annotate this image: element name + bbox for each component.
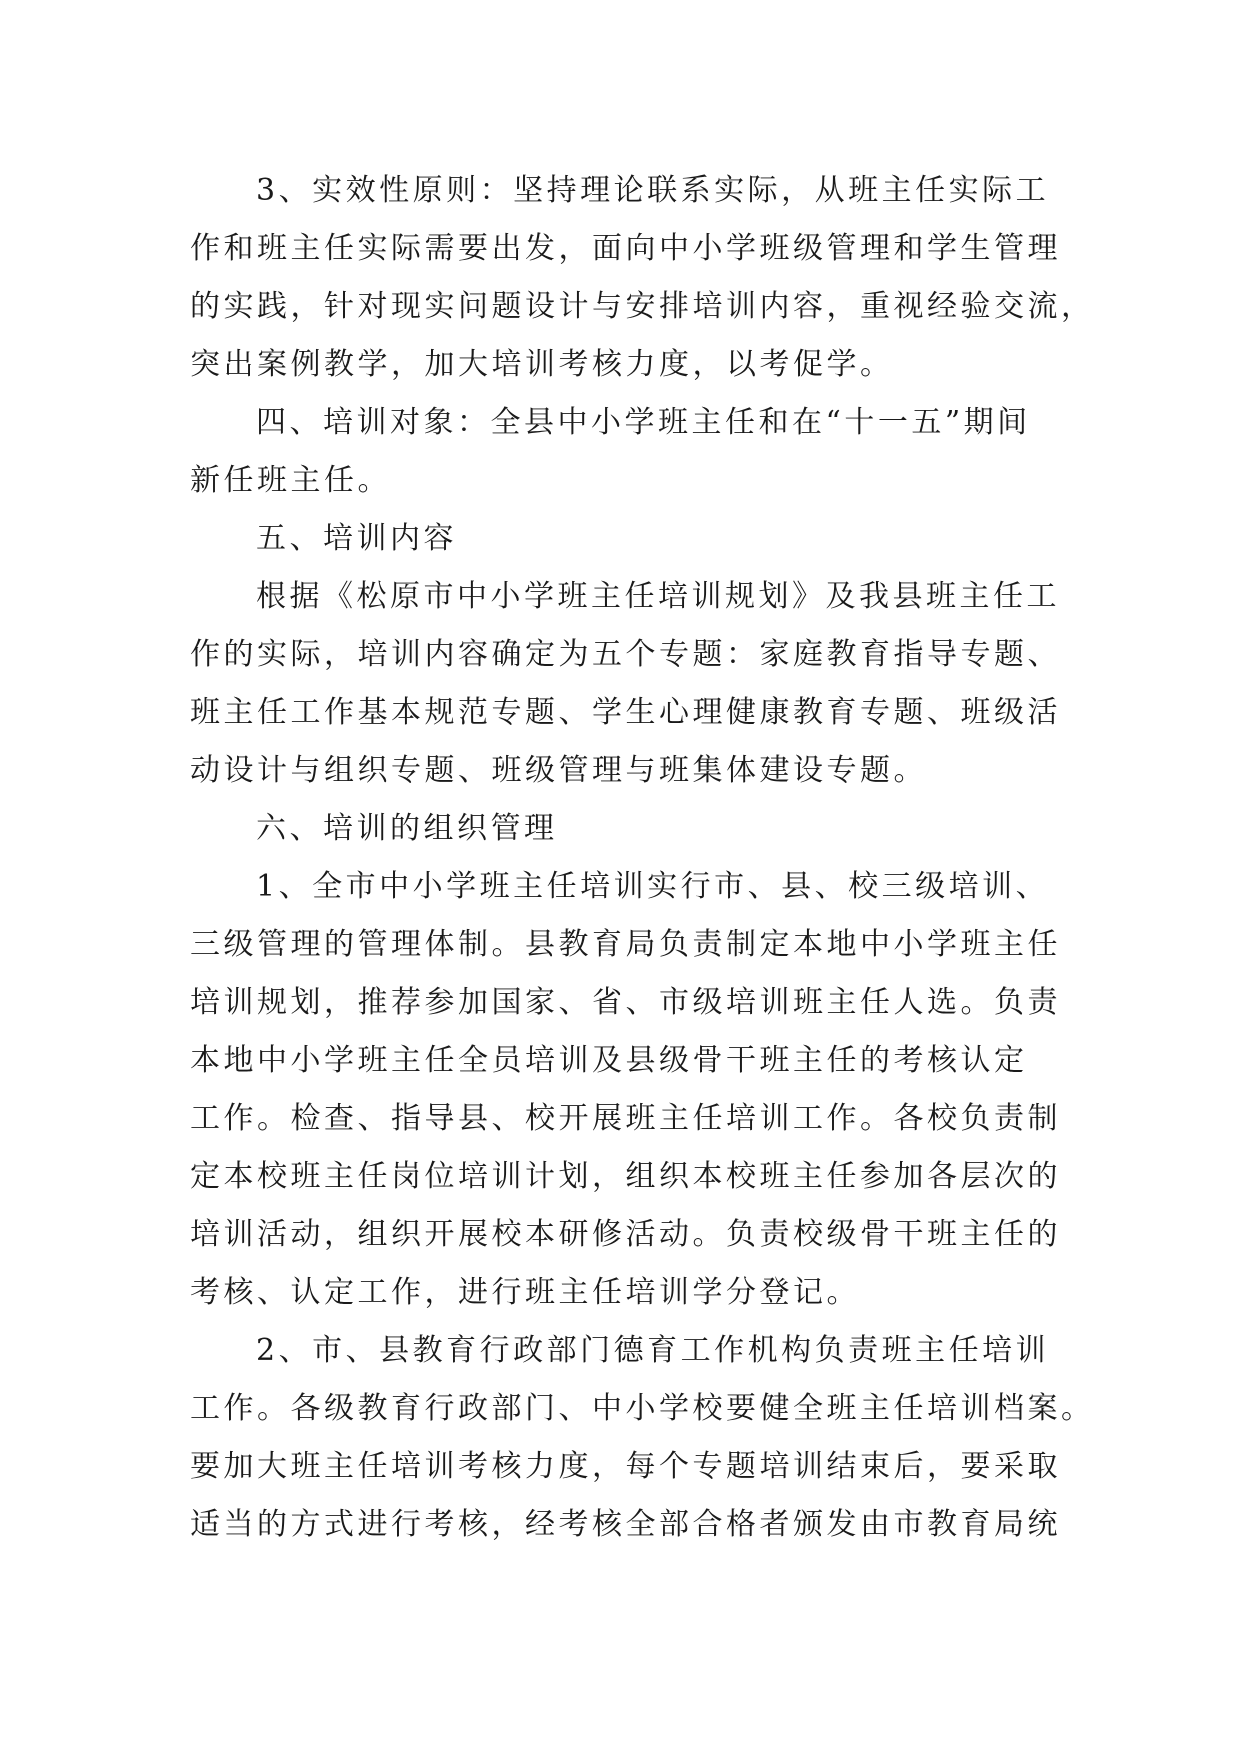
- text-line: 三级管理的管理体制。县教育局负责制定本地中小学班主任: [190, 927, 1061, 962]
- text-line: 四、培训对象：全县中小学班主任和在“十一五”期间: [256, 405, 1031, 440]
- text-line: 根据《松原市中小学班主任培训规划》及我县班主任工: [256, 579, 1060, 614]
- document-body: [190, 162, 1095, 1554]
- text-line: 培训规划，推荐参加国家、省、市级培训班主任人选。负责: [190, 985, 1061, 1020]
- text-line: 六、培训的组织管理: [256, 811, 558, 846]
- text-line: 动设计与组织专题、班级管理与班集体建设专题。: [190, 753, 927, 788]
- text-line: 五、培训内容: [256, 521, 457, 556]
- text-line: 新任班主任。: [190, 463, 391, 498]
- text-line: 考核、认定工作，进行班主任培训学分登记。: [190, 1275, 860, 1310]
- text-line: 的实践，针对现实问题设计与安排培训内容，重视经验交流，: [190, 289, 1095, 324]
- text-line: 定本校班主任岗位培训计划，组织本校班主任参加各层次的: [190, 1159, 1061, 1194]
- text-line: 作的实际，培训内容确定为五个专题：家庭教育指导专题、: [190, 637, 1061, 672]
- text-line: 适当的方式进行考核，经考核全部合格者颁发由市教育局统: [190, 1507, 1061, 1542]
- text-line: 2、市、县教育行政部门德育工作机构负责班主任培训: [256, 1333, 1050, 1368]
- text-line: 要加大班主任培训考核力度，每个专题培训结束后，要采取: [190, 1449, 1061, 1484]
- text-line: 班主任工作基本规范专题、学生心理健康教育专题、班级活: [190, 695, 1061, 730]
- text-line: 工作。各级教育行政部门、中小学校要健全班主任培训档案。: [190, 1391, 1095, 1426]
- text-line: 3、实效性原则：坚持理论联系实际，从班主任实际工: [256, 173, 1050, 208]
- text-line: 突出案例教学，加大培训考核力度，以考促学。: [190, 347, 894, 382]
- text-line: 培训活动，组织开展校本研修活动。负责校级骨干班主任的: [190, 1217, 1061, 1252]
- text-line: 作和班主任实际需要出发，面向中小学班级管理和学生管理: [190, 231, 1061, 266]
- text-line: 工作。检查、指导县、校开展班主任培训工作。各校负责制: [190, 1101, 1061, 1136]
- text-line: 1、全市中小学班主任培训实行市、县、校三级培训、: [256, 869, 1050, 904]
- text-line: 本地中小学班主任全员培训及县级骨干班主任的考核认定: [190, 1043, 1028, 1078]
